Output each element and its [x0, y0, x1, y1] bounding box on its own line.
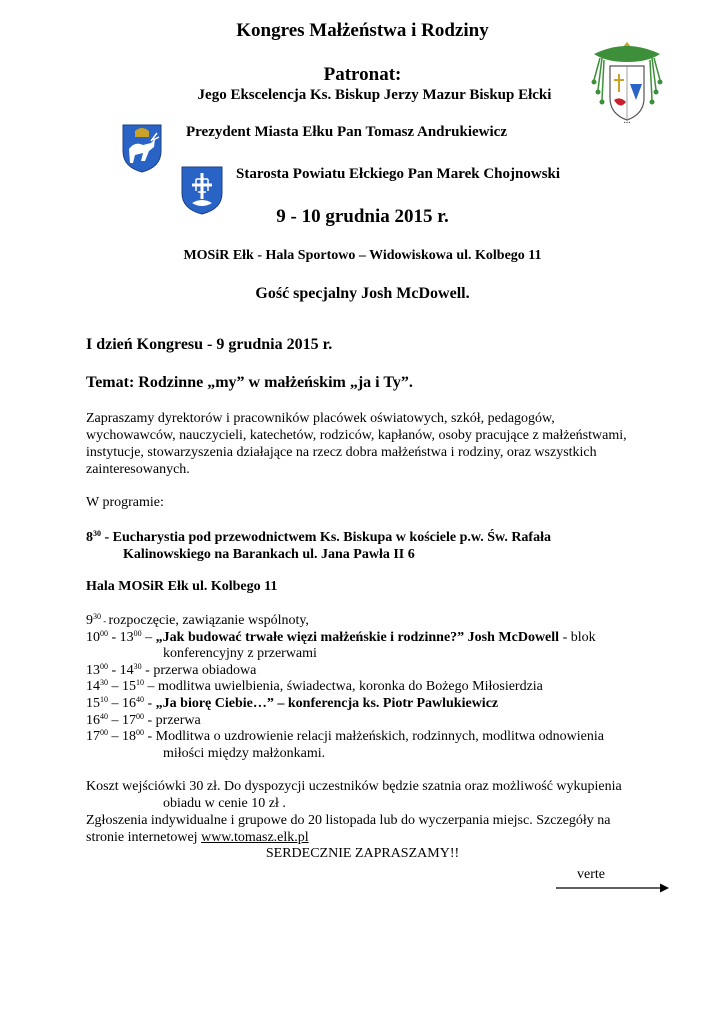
- coat-of-arms-bishop-icon: [588, 40, 666, 126]
- time: 14: [86, 679, 100, 694]
- time: – 15: [108, 679, 136, 694]
- time: 16: [86, 713, 100, 728]
- invitation-line: Zapraszamy dyrektorów i pracowników placówek oświatowych, szkół, pedagogów,: [86, 411, 555, 426]
- cost-info-cont: obiadu w cenie 10 zł .: [163, 796, 286, 811]
- invitation-line: wychowawców, nauczycieli, katechetów, rodziców, kapłanów, osoby pracujące z małżeństwami,: [86, 428, 627, 443]
- time-min: 30: [100, 678, 108, 687]
- program-label: W programie:: [86, 495, 164, 510]
- time-min: 00: [100, 629, 108, 638]
- time-min: 10: [136, 678, 144, 687]
- patron-bishop: Jego Ekscelencja Ks. Biskup Jerzy Mazur Biskup Ełcki: [197, 87, 552, 103]
- schedule-item: [86, 712, 201, 729]
- time-min: 00: [100, 728, 108, 737]
- time-min: 00: [136, 728, 144, 737]
- coat-of-arms-elk-city-icon: [121, 123, 163, 173]
- day1-heading: I dzień Kongresu - 9 grudnia 2015 r.: [86, 336, 333, 353]
- cost-info: Koszt wejściówki 30 zł. Do dyspozycji uczestników będzie szatnia oraz możliwość wykupienia: [86, 779, 622, 794]
- patron-starosta: Starosta Powiatu Ełckiego Pan Marek Chojnowski: [236, 166, 561, 182]
- invitation-line: instytucje, stowarzyszenia działające na rzecz dobra małżeństwa i rodziny, oraz wszystkich: [86, 445, 597, 460]
- schedule-item: [86, 662, 256, 679]
- schedule-item: [86, 612, 309, 630]
- time: 9: [86, 613, 93, 628]
- schedule-text: - blok: [559, 630, 596, 645]
- website-link[interactable]: www.tomasz.elk.pl: [201, 830, 309, 845]
- separator: –: [141, 630, 156, 645]
- schedule-item: [86, 728, 604, 745]
- time: – 18: [108, 729, 136, 744]
- time-min: 00: [136, 712, 144, 721]
- time: 17: [86, 729, 100, 744]
- registration-info-cont: [86, 829, 309, 846]
- separator: -: [101, 616, 109, 626]
- schedule-item: [86, 678, 543, 695]
- schedule-text: - Modlitwa o uzdrowienie relacji małżeńskich, rodzinnych, modlitwa odnowienia: [144, 729, 604, 744]
- schedule-highlight: „Ja biorę Ciebie…” – konferencja ks. Piotr Pawlukiewicz: [155, 696, 499, 711]
- schedule-item-cont: konferencyjny z przerwami: [163, 646, 317, 661]
- closing-invitation: SERDECZNIE ZAPRASZAMY!!: [265, 846, 460, 861]
- separator: -: [144, 696, 156, 711]
- time-min: 30: [93, 612, 101, 621]
- verte-label: verte: [577, 867, 605, 882]
- schedule-text: - przerwa: [144, 713, 201, 728]
- time: 13: [86, 663, 100, 678]
- patronat-heading: Patronat:: [323, 64, 402, 85]
- day1-theme: Temat: Rodzinne „my” w małżeńskim „ja i Ty”.: [86, 374, 413, 391]
- time-min: 30: [133, 662, 142, 671]
- special-guest: Gość specjalny Josh McDowell.: [255, 285, 470, 302]
- registration-info: Zgłoszenia indywidualne i grupowe do 20 listopada lub do wyczerpania miejsc. Szczegóły na: [86, 813, 611, 828]
- time-min: 30: [93, 529, 101, 538]
- mass-line: [86, 529, 551, 546]
- event-venue: MOSiR Ełk - Hala Sportowo – Widowiskowa ul. Kolbego 11: [183, 248, 542, 263]
- invitation-line: zainteresowanych.: [86, 462, 190, 477]
- invitation-paragraph: [86, 410, 657, 478]
- time: 10: [86, 630, 100, 645]
- time-min: 10: [100, 695, 108, 704]
- time-min: 00: [100, 662, 108, 671]
- time: 15: [86, 696, 100, 711]
- time: - 14: [108, 663, 134, 678]
- registration-text: stronie internetowej: [86, 830, 202, 845]
- schedule-item: [86, 695, 498, 712]
- time: – 16: [108, 696, 136, 711]
- page-title: Kongres Małżeństwa i Rodziny: [236, 20, 489, 41]
- hall-label: Hala MOSiR Ełk ul. Kolbego 11: [86, 579, 278, 594]
- time-min: 40: [100, 712, 108, 721]
- time: - 13: [108, 630, 134, 645]
- mass-line-cont: Kalinowskiego na Barankach ul. Jana Pawła II 6: [123, 547, 415, 562]
- schedule-item-cont: miłości między małżonkami.: [163, 746, 326, 761]
- svg-text:•••: •••: [623, 120, 631, 125]
- schedule-text: – modlitwa uwielbienia, świadectwa, koronka do Bożego Miłosierdzia: [144, 679, 543, 694]
- schedule-text: - przerwa obiadowa: [141, 663, 257, 678]
- time: – 17: [108, 713, 136, 728]
- schedule-highlight: „Jak budować trwałe więzi małżeńskie i rodzinne?” Josh McDowell: [155, 630, 560, 645]
- mass-text: - Eucharystia pod przewodnictwem Ks. Biskupa w kościele p.w. Św. Rafała: [101, 530, 551, 545]
- time-min: 00: [133, 629, 142, 638]
- arrow-right-icon: [556, 882, 670, 894]
- time: 8: [86, 530, 93, 545]
- time-min: 40: [136, 695, 144, 704]
- schedule-text: rozpoczęcie, zawiązanie wspólnoty,: [108, 613, 309, 628]
- event-dates: 9 - 10 grudnia 2015 r.: [276, 206, 449, 227]
- schedule-item: [86, 629, 596, 646]
- patron-mayor: Prezydent Miasta Ełku Pan Tomasz Andrukiewicz: [186, 124, 507, 140]
